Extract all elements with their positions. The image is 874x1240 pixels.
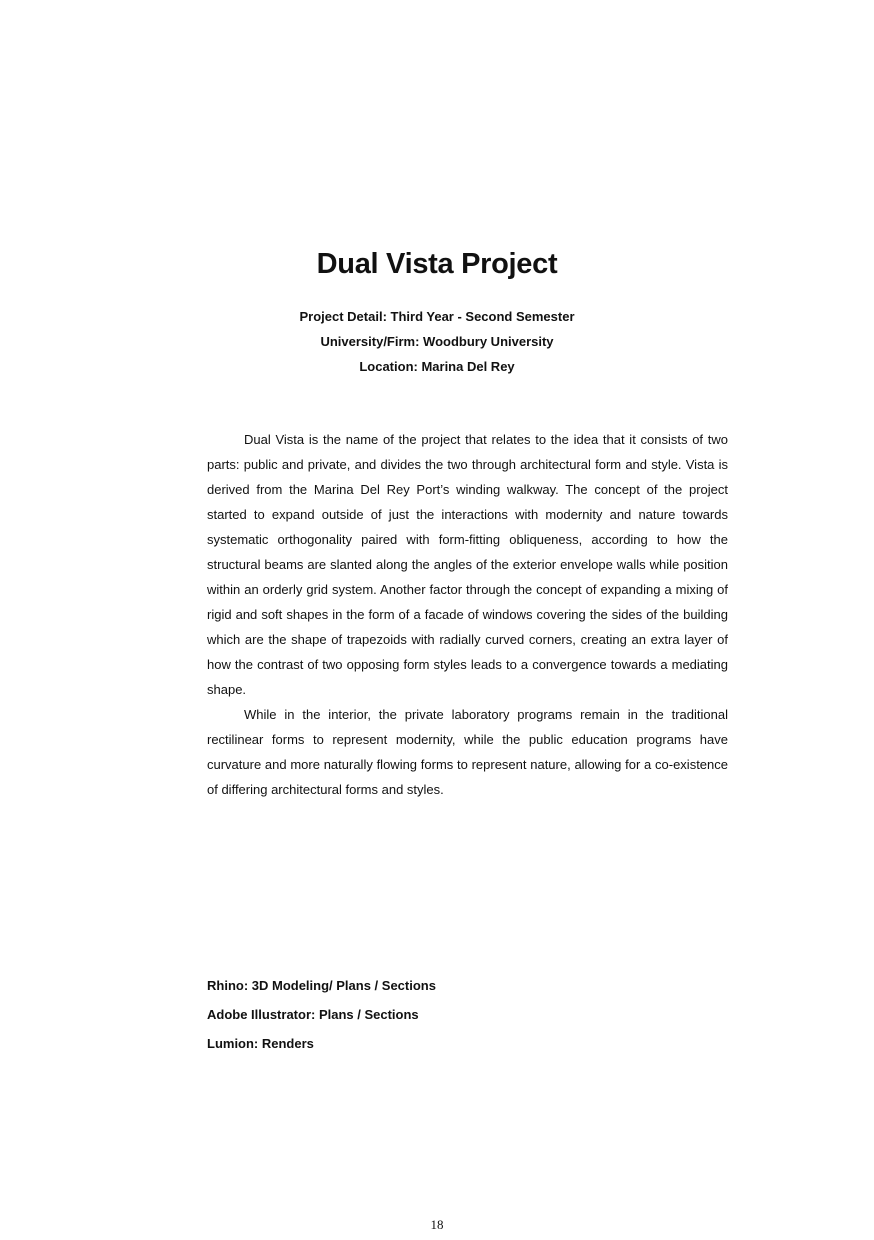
software-item-rhino: Rhino: 3D Modeling/ Plans / Sections [207, 978, 436, 993]
project-meta [0, 304, 874, 379]
project-detail-line: Project Detail: Third Year - Second Semester [299, 309, 575, 324]
location-line: Location: Marina Del Rey [359, 359, 515, 374]
software-item-lumion: Lumion: Renders [207, 1036, 314, 1051]
project-description [207, 427, 728, 802]
university-line: University/Firm: Woodbury University [320, 334, 554, 349]
software-item-illustrator: Adobe Illustrator: Plans / Sections [207, 1007, 419, 1022]
page-number: 18 [430, 1217, 444, 1232]
description-paragraph-2: While in the interior, the private laboratory programs remain in the traditional rectilinear forms to represent modernity, while the public education programs have curvature and more naturally flowing forms to represent nature, allowing for a co-existence of differing architectural forms and styles. [207, 707, 728, 797]
software-list [207, 971, 436, 1058]
description-paragraph-1: Dual Vista is the name of the project that relates to the idea that it consists of two parts: public and private, and divides the two through architectural form and style. Vista is derived from the Marina Del Rey Port’s winding walkway. The concept of the project started to expand outside of just the interactions with modernity and nature towards systematic orthogonality paired with form-fitting obliqueness, according to how the structural beams are slanted along the angles of the exterior envelope walls while position within an orderly grid system. Another factor through the concept of expanding a mixing of rigid and soft shapes in the form of a facade of windows covering the sides of the building which are the shape of trapezoids with radially curved corners, creating an extra layer of how the contrast of two opposing form styles leads to a convergence towards a mediating shape. [207, 432, 728, 697]
page-title: Dual Vista Project [316, 248, 558, 280]
